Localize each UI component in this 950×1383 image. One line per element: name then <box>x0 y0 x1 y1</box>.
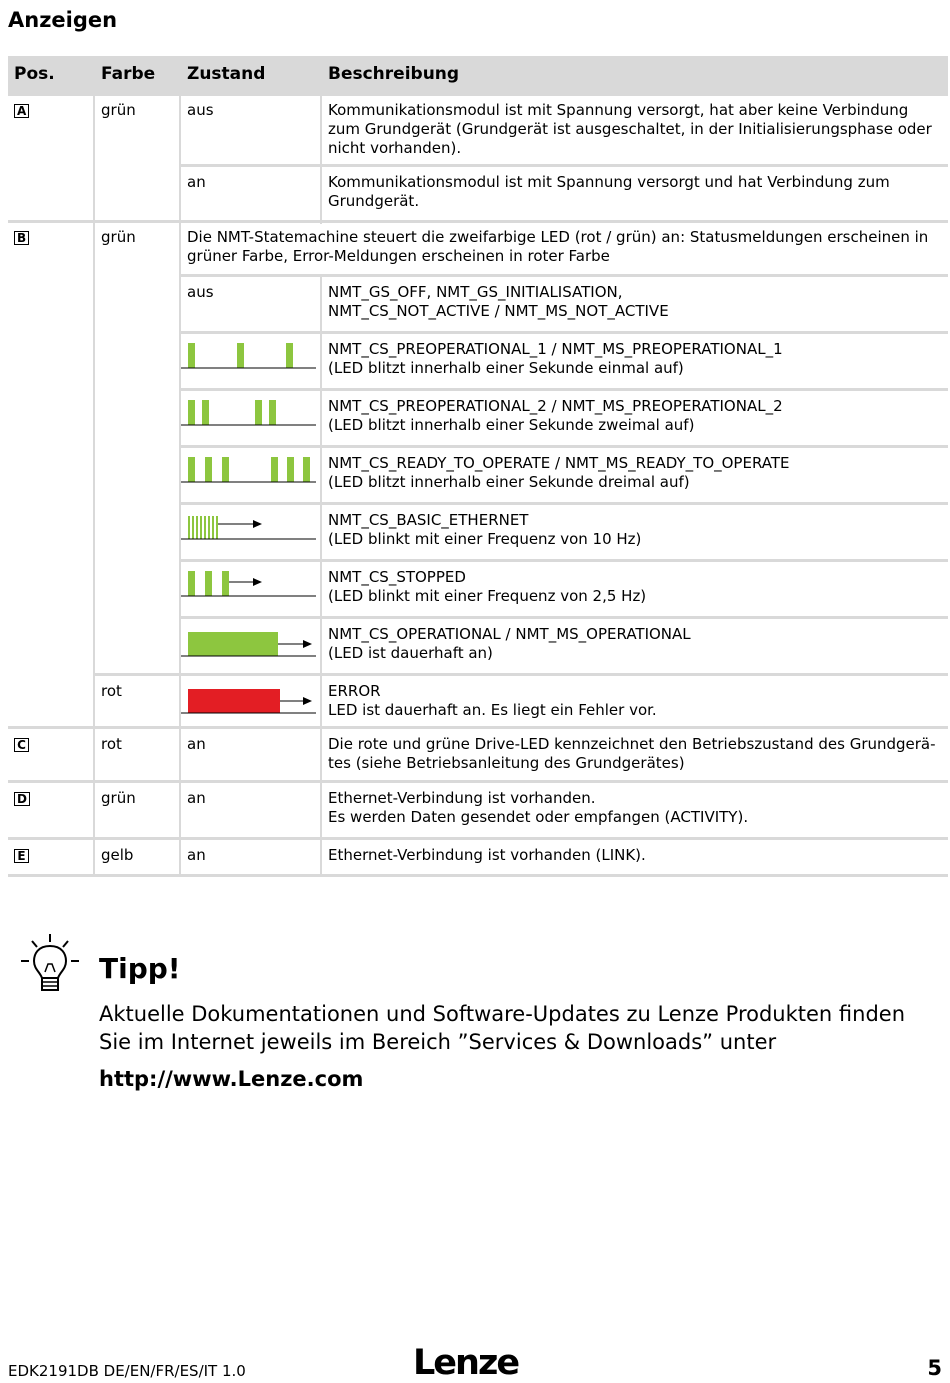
zustand-c: an <box>187 735 206 753</box>
page-number: 5 <box>927 1356 942 1380</box>
desc-b3-line2: (LED blitzt innerhalb einer Sekunde dreimal auf) <box>328 473 690 491</box>
header-zustand: Zustand <box>181 56 320 96</box>
led-pattern-single-flash <box>181 337 316 377</box>
divider <box>181 559 948 562</box>
desc-b1-line2: (LED blitzt innerhalb einer Sekunde einmal auf) <box>328 359 684 377</box>
lightbulb-icon <box>18 932 82 998</box>
desc-b0 <box>322 280 948 324</box>
divider <box>8 220 948 223</box>
divider <box>181 388 948 391</box>
lenze-logo: Lenze <box>413 1343 519 1383</box>
desc-b2-line2: (LED blitzt innerhalb einer Sekunde zweimal auf) <box>328 416 695 434</box>
table-header <box>8 56 948 96</box>
divider <box>181 164 948 167</box>
divider <box>8 837 948 840</box>
desc-a2: Kommunikationsmodul ist mit Spannung versorgt und hat Verbindung zum Grundgerät. <box>328 173 890 210</box>
desc-b6 <box>322 622 948 666</box>
row-b-intro: Die NMT-Statemachine steuert die zweifarbige LED (rot / grün) an: Statusmeldungen erscheinen in grüner Farbe, Error-Meldungen erscheinen in roter Farbe <box>187 228 929 265</box>
column-divider <box>320 56 322 224</box>
desc-b0-line2: NMT_CS_NOT_ACTIVE / NMT_MS_NOT_ACTIVE <box>328 302 669 320</box>
pos-label-a: A <box>14 104 29 118</box>
desc-b0-line1: NMT_GS_OFF, NMT_GS_INITIALISATION, <box>328 283 623 301</box>
desc-a1: Kommunikationsmodul ist mit Spannung versorgt, hat aber keine Verbindung zum Grundgerät (Grundgerät ist ausgeschaltet, in der Initialisierungsphase oder nicht vorhanden). <box>328 101 932 157</box>
pos-cell-d <box>8 786 93 811</box>
farbe-cell-e: gelb <box>101 846 134 864</box>
zustand-d: an <box>187 789 206 807</box>
divider <box>8 874 948 877</box>
desc-b1 <box>322 337 948 381</box>
header-beschreibung: Beschreibung <box>322 56 948 96</box>
zustand-b-aus: aus <box>187 283 214 301</box>
column-divider <box>179 56 181 877</box>
tipp-title: Tipp! <box>99 952 181 985</box>
desc-c: Die rote und grüne Drive-LED kennzeichnet den Betriebszustand des Grundgerä-tes (siehe Betriebsanleitung des Grundgerätes) <box>328 735 936 772</box>
pos-cell-c <box>8 732 93 757</box>
farbe-cell-c: rot <box>101 735 122 753</box>
divider <box>181 331 948 334</box>
desc-d-line1: Ethernet-Verbindung ist vorhanden. <box>328 789 596 807</box>
desc-b7-line1: ERROR <box>328 682 381 700</box>
pos-label-e: E <box>14 849 29 863</box>
pos-label-d: D <box>14 792 30 806</box>
desc-b6-line2: (LED ist dauerhaft an) <box>328 644 493 662</box>
desc-b5 <box>322 565 948 609</box>
desc-d-line2: Es werden Daten gesendet oder empfangen (ACTIVITY). <box>328 808 749 826</box>
table-row-d <box>8 786 948 836</box>
divider <box>181 616 948 619</box>
column-divider <box>320 274 322 877</box>
led-pattern-double-flash <box>181 394 316 434</box>
section-title: Anzeigen <box>8 8 118 32</box>
table-row-a <box>8 98 948 224</box>
divider <box>181 502 948 505</box>
zustand-a2: an <box>187 173 206 191</box>
desc-b3-line1: NMT_CS_READY_TO_OPERATE / NMT_MS_READY_TO_OPERATE <box>328 454 790 472</box>
divider <box>8 726 948 729</box>
farbe-cell-b-green: grün <box>101 228 136 246</box>
desc-d <box>322 786 948 830</box>
desc-b7-line2: LED ist dauerhaft an. Es liegt ein Fehler vor. <box>328 701 657 719</box>
tipp-text: Aktuelle Dokumentationen und Software-Updates zu Lenze Produkten finden Sie im Internet jeweils im Bereich ”Services & Downloads” unter <box>99 1002 905 1054</box>
divider <box>181 274 948 277</box>
table-row-e <box>8 843 948 873</box>
table-row-c <box>8 732 948 782</box>
desc-b2-line1: NMT_CS_PREOPERATIONAL_2 / NMT_MS_PREOPERATIONAL_2 <box>328 397 783 415</box>
lenze-website-link[interactable]: http://www.Lenze.com <box>99 1067 364 1091</box>
desc-b4 <box>322 508 948 552</box>
desc-b4-line1: NMT_CS_BASIC_ETHERNET <box>328 511 529 529</box>
desc-e: Ethernet-Verbindung ist vorhanden (LINK). <box>328 846 646 864</box>
header-farbe: Farbe <box>95 56 179 96</box>
divider <box>8 780 948 783</box>
led-pattern-continuous-green <box>181 622 316 662</box>
led-pattern-triple-flash <box>181 451 316 491</box>
header-pos: Pos. <box>8 56 93 96</box>
document-code: EDK2191DB DE/EN/FR/ES/IT 1.0 <box>8 1362 246 1380</box>
zustand-a1: aus <box>187 101 214 119</box>
divider <box>95 673 948 676</box>
desc-b6-line1: NMT_CS_OPERATIONAL / NMT_MS_OPERATIONAL <box>328 625 691 643</box>
pos-label-c: C <box>14 738 29 752</box>
pos-label-b: B <box>14 231 29 245</box>
desc-b5-line1: NMT_CS_STOPPED <box>328 568 466 586</box>
desc-b1-line1: NMT_CS_PREOPERATIONAL_1 / NMT_MS_PREOPERATIONAL_1 <box>328 340 783 358</box>
desc-b3 <box>322 451 948 495</box>
pos-cell-e <box>8 843 93 868</box>
desc-b4-line2: (LED blinkt mit einer Frequenz von 10 Hz) <box>328 530 642 548</box>
table-row-b <box>8 225 948 725</box>
led-pattern-2-5hz <box>181 565 316 605</box>
farbe-cell-a: grün <box>101 101 136 119</box>
led-pattern-10hz <box>181 508 316 548</box>
pos-cell-b <box>8 225 93 250</box>
zustand-e: an <box>187 846 206 864</box>
desc-b5-line2: (LED blinkt mit einer Frequenz von 2,5 Hz) <box>328 587 647 605</box>
led-pattern-continuous-red <box>181 679 316 719</box>
column-divider <box>93 56 95 877</box>
pos-cell-a <box>8 98 93 123</box>
farbe-cell-d: grün <box>101 789 136 807</box>
farbe-cell-b-red: rot <box>101 682 122 700</box>
desc-b7 <box>322 679 948 723</box>
desc-b2 <box>322 394 948 438</box>
divider <box>181 445 948 448</box>
